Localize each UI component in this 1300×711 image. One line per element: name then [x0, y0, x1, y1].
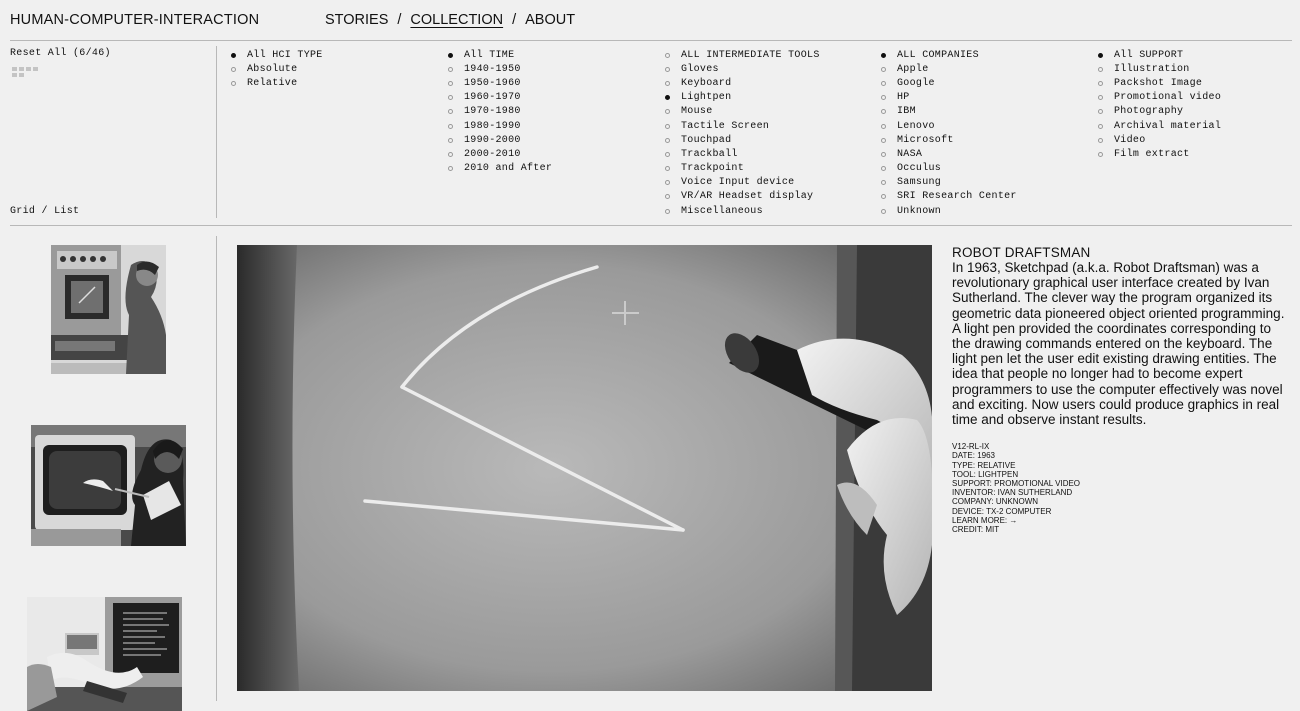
filter-option-label: ALL COMPANIES — [897, 49, 979, 61]
filter-option[interactable] — [664, 162, 820, 176]
filter-option[interactable] — [447, 105, 552, 119]
learn-more-link[interactable]: LEARN MORE: → — [952, 515, 1018, 525]
filter-option[interactable] — [880, 119, 1017, 133]
filter-option[interactable] — [880, 48, 1017, 62]
filter-option-label: Photography — [1114, 106, 1184, 118]
radio-empty-icon — [665, 67, 670, 72]
filter-option[interactable] — [664, 105, 820, 119]
grid-list-toggle[interactable]: Grid / List — [10, 206, 80, 217]
nav-separator: / — [397, 12, 402, 28]
item-description: In 1963, Sketchpad (a.k.a. Robot Draftsman) was a revolutionary graphical user interface created by Ivan Sutherland. The clever way the program organized its geometric data pioneered object oriented programming. A light pen provided the coordinates corresponding to the drawing commands entered on the keyboard. The light pen let the user edit existing drawing entities. The idea that people no longer had to become expert programmers to use the computer effectively was novel and exciting. Now users could produce graphics in real time and observe instant results. — [952, 260, 1285, 428]
filter-option[interactable] — [880, 133, 1017, 147]
filter-option-label: Mouse — [681, 106, 713, 118]
nav-about[interactable]: ABOUT — [525, 12, 576, 28]
filter-time — [447, 48, 552, 176]
radio-empty-icon — [231, 81, 236, 86]
meta-company: COMPANY: UNKNOWN — [952, 497, 1039, 507]
filter-option[interactable] — [880, 204, 1017, 218]
item-title: ROBOT DRAFTSMAN — [952, 245, 1091, 260]
filter-option[interactable] — [880, 162, 1017, 176]
radio-empty-icon — [881, 180, 886, 185]
filter-option-label: Lightpen — [681, 92, 732, 104]
filter-option[interactable] — [1097, 105, 1221, 119]
radio-empty-icon — [881, 209, 886, 214]
radio-empty-icon — [448, 81, 453, 86]
radio-empty-icon — [881, 95, 886, 100]
filter-option-label: Gloves — [681, 63, 719, 75]
filter-option-label: Illustration — [1114, 63, 1190, 75]
meta-date: DATE: 1963 — [952, 451, 995, 461]
radio-empty-icon — [665, 138, 670, 143]
radio-empty-icon — [665, 209, 670, 214]
radio-empty-icon — [881, 67, 886, 72]
radio-selected-icon — [231, 53, 236, 58]
radio-empty-icon — [1098, 67, 1103, 72]
filter-option[interactable] — [1097, 91, 1221, 105]
filter-option-label: Film extract — [1114, 148, 1190, 160]
meta-device: DEVICE: TX-2 COMPUTER — [952, 506, 1052, 516]
radio-empty-icon — [448, 95, 453, 100]
nav-stories[interactable]: STORIES — [325, 12, 389, 28]
filter-option-label: Samsung — [897, 177, 942, 189]
filter-option-label: Lenovo — [897, 120, 935, 132]
filter-option-label: Trackpoint — [681, 163, 745, 175]
filter-option[interactable] — [880, 76, 1017, 90]
filter-option-label: Google — [897, 77, 935, 89]
filter-option-label: 1940-1950 — [464, 63, 521, 75]
filter-option[interactable] — [664, 147, 820, 161]
filter-option[interactable] — [230, 76, 323, 90]
filter-option[interactable] — [447, 162, 552, 176]
filter-option[interactable] — [230, 48, 323, 62]
filter-option[interactable] — [1097, 48, 1221, 62]
filter-option[interactable] — [447, 48, 552, 62]
radio-empty-icon — [1098, 109, 1103, 114]
radio-empty-icon — [665, 109, 670, 114]
radio-empty-icon — [881, 109, 886, 114]
filter-option-label: Relative — [247, 77, 298, 89]
filter-option-label: VR/AR Headset display — [681, 191, 814, 203]
meta-tool: TOOL: LIGHTPEN — [952, 469, 1019, 479]
radio-empty-icon — [1098, 95, 1103, 100]
filter-option[interactable] — [1097, 133, 1221, 147]
filter-option[interactable] — [664, 48, 820, 62]
filter-option-label: 1980-1990 — [464, 120, 521, 132]
filter-option-label: Apple — [897, 63, 929, 75]
filter-option-label: Miscellaneous — [681, 205, 763, 217]
filter-option-label: Unknown — [897, 205, 942, 217]
radio-empty-icon — [881, 138, 886, 143]
radio-empty-icon — [665, 81, 670, 86]
filter-option[interactable] — [880, 105, 1017, 119]
filter-option[interactable] — [664, 91, 820, 105]
radio-empty-icon — [1098, 138, 1103, 143]
filter-option-label: Microsoft — [897, 134, 954, 146]
radio-empty-icon — [448, 67, 453, 72]
filter-option-label: Touchpad — [681, 134, 732, 146]
radio-empty-icon — [448, 138, 453, 143]
filter-option-label: 1960-1970 — [464, 92, 521, 104]
filter-option-label: HP — [897, 92, 910, 104]
header-divider — [10, 40, 1292, 41]
main-nav — [325, 12, 575, 28]
radio-empty-icon — [665, 152, 670, 157]
filter-tools — [664, 48, 820, 218]
filter-option[interactable] — [880, 91, 1017, 105]
filter-option-label: Tactile Screen — [681, 120, 770, 132]
radio-empty-icon — [665, 194, 670, 199]
detail-panel — [952, 245, 1292, 534]
radio-empty-icon — [1098, 81, 1103, 86]
filter-option-label: Packshot Image — [1114, 77, 1203, 89]
radio-empty-icon — [881, 152, 886, 157]
filter-option[interactable] — [664, 62, 820, 76]
thumbnail-lightpen-monitor[interactable] — [31, 425, 186, 546]
radio-selected-icon — [665, 95, 670, 100]
filter-option-label: All SUPPORT — [1114, 49, 1184, 61]
filter-option-label: ALL INTERMEDIATE TOOLS — [681, 49, 820, 61]
filter-hci-type — [230, 48, 323, 91]
thumbnail-terminal-keyboard[interactable] — [27, 597, 182, 711]
radio-selected-icon — [448, 53, 453, 58]
radio-empty-icon — [1098, 152, 1103, 157]
filter-option-label: NASA — [897, 148, 923, 160]
filter-option[interactable] — [880, 176, 1017, 190]
radio-empty-icon — [665, 166, 670, 171]
filter-option-label: Trackball — [681, 148, 738, 160]
filter-option-label: 1970-1980 — [464, 106, 521, 118]
meta-credit: CREDIT: MIT — [952, 525, 1000, 535]
filter-option[interactable] — [664, 176, 820, 190]
filter-option[interactable] — [447, 133, 552, 147]
filter-option[interactable] — [664, 204, 820, 218]
radio-empty-icon — [448, 166, 453, 171]
nav-collection[interactable]: COLLECTION — [410, 12, 504, 28]
radio-empty-icon — [881, 124, 886, 129]
item-metadata — [952, 442, 1292, 534]
filter-option[interactable] — [447, 119, 552, 133]
site-title[interactable]: HUMAN-COMPUTER-INTERACTION — [10, 12, 260, 28]
filter-option-label: IBM — [897, 106, 916, 118]
filter-option-label: Occulus — [897, 163, 942, 175]
filter-option-label: 2010 and After — [464, 163, 553, 175]
radio-empty-icon — [881, 81, 886, 86]
filter-option-label: Video — [1114, 134, 1146, 146]
thumbnail-divider — [216, 236, 217, 701]
filter-option[interactable] — [1097, 147, 1221, 161]
filter-option-label: All HCI TYPE — [247, 49, 323, 61]
filter-option[interactable] — [664, 76, 820, 90]
filter-option-label: Absolute — [247, 63, 298, 75]
radio-empty-icon — [448, 152, 453, 157]
filter-option[interactable] — [230, 62, 323, 76]
filter-option[interactable] — [880, 62, 1017, 76]
filter-option[interactable] — [664, 190, 820, 204]
filter-option[interactable] — [1097, 119, 1221, 133]
filter-option-label: Voice Input device — [681, 177, 795, 189]
meta-support: SUPPORT: PROMOTIONAL VIDEO — [952, 479, 1081, 489]
radio-empty-icon — [1098, 124, 1103, 129]
nav-separator: / — [512, 12, 517, 28]
meta-inventor: INVENTOR: IVAN SUTHERLAND — [952, 488, 1073, 498]
thumbnail-sketchpad-console[interactable] — [51, 245, 166, 374]
radio-empty-icon — [881, 166, 886, 171]
filter-option[interactable] — [664, 119, 820, 133]
filter-option-label: Archival material — [1114, 120, 1222, 132]
reset-all-button[interactable]: Reset All (6/46) — [10, 48, 111, 59]
filter-bottom-divider — [10, 225, 1292, 226]
radio-selected-icon — [1098, 53, 1103, 58]
filter-option[interactable] — [447, 76, 552, 90]
filter-option-label: 1990-2000 — [464, 134, 521, 146]
filter-option[interactable] — [880, 190, 1017, 204]
radio-empty-icon — [881, 194, 886, 199]
filter-option[interactable] — [664, 133, 820, 147]
filter-option[interactable] — [447, 147, 552, 161]
filter-support — [1097, 48, 1221, 162]
filter-option[interactable] — [1097, 62, 1221, 76]
radio-empty-icon — [665, 180, 670, 185]
filter-option[interactable] — [447, 62, 552, 76]
filter-option-label: 1950-1960 — [464, 77, 521, 89]
meta-id: V12-RL-IX — [952, 442, 990, 452]
filter-option[interactable] — [447, 91, 552, 105]
filter-companies — [880, 48, 1017, 218]
radio-empty-icon — [448, 109, 453, 114]
radio-empty-icon — [665, 124, 670, 129]
filter-option[interactable] — [1097, 76, 1221, 90]
radio-empty-icon — [231, 67, 236, 72]
meta-type: TYPE: RELATIVE — [952, 460, 1016, 470]
filter-option-label: Promotional video — [1114, 92, 1222, 104]
filter-option-label: 2000-2010 — [464, 148, 521, 160]
filter-option-label: Keyboard — [681, 77, 732, 89]
radio-selected-icon — [881, 53, 886, 58]
filter-option-label: All TIME — [464, 49, 515, 61]
radio-empty-icon — [448, 124, 453, 129]
filter-option[interactable] — [880, 147, 1017, 161]
radio-empty-icon — [665, 53, 670, 58]
filter-divider — [216, 46, 217, 218]
main-video-still[interactable] — [237, 245, 932, 691]
grid-icon[interactable] — [12, 67, 40, 80]
filter-option-label: SRI Research Center — [897, 191, 1017, 203]
